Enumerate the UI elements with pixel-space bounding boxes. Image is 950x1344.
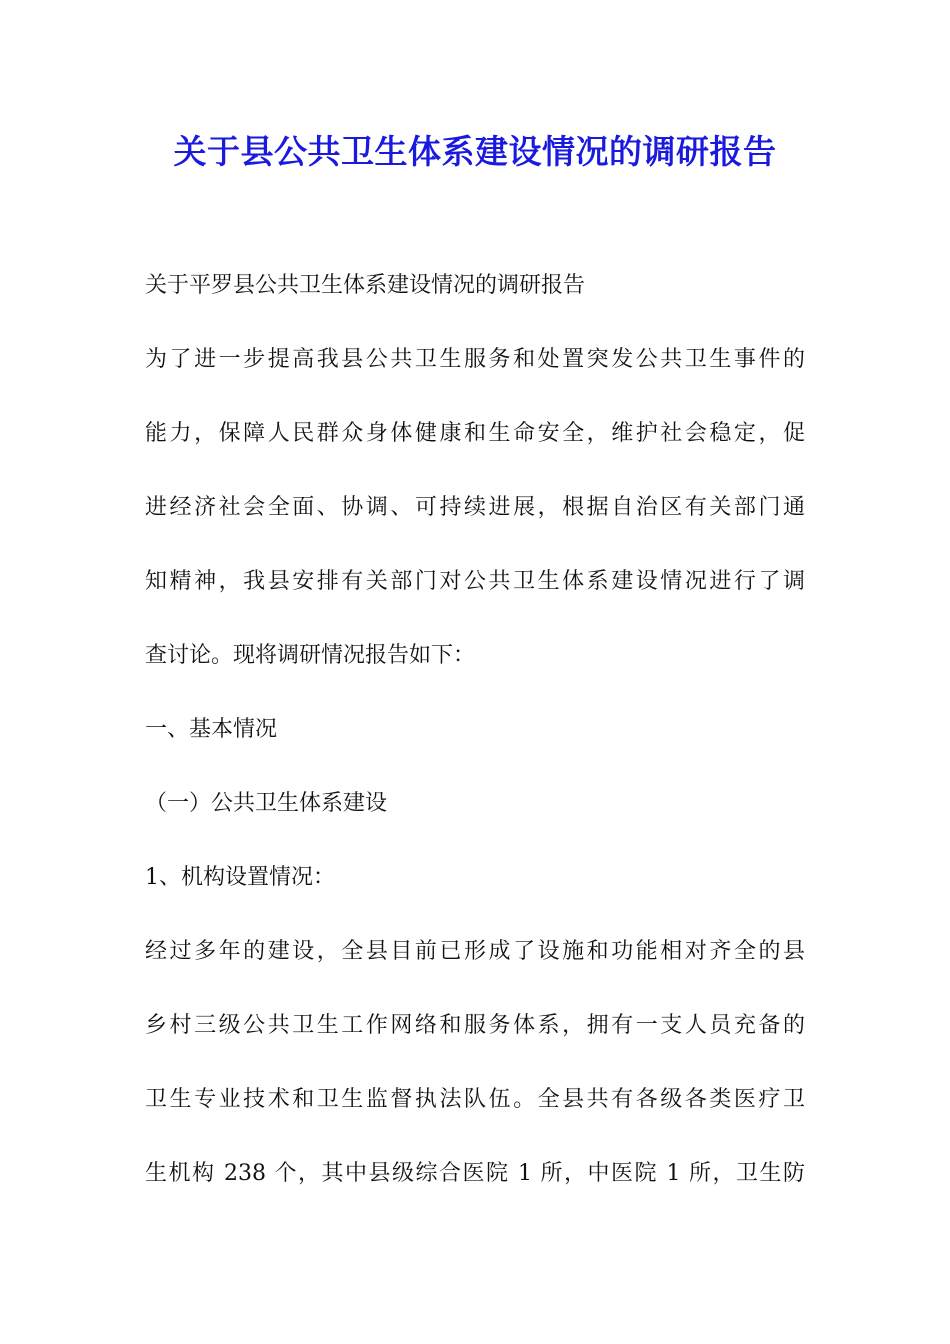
subsection-heading: （一）公共卫生体系建设 bbox=[145, 791, 388, 816]
document-body bbox=[145, 263, 805, 1225]
paragraph-line: 能力，保障人民群众身体健康和生命安全，维护社会稳定，促 bbox=[145, 421, 805, 446]
paragraph-line: 为了进一步提高我县公共卫生服务和处置突发公共卫生事件的 bbox=[145, 347, 805, 372]
paragraph-line: 经过多年的建设，全县目前已形成了设施和功能相对齐全的县 bbox=[145, 939, 805, 964]
paragraph-line: 进经济社会全面、协调、可持续进展，根据自治区有关部门通 bbox=[145, 495, 805, 520]
paragraph-line: 卫生专业技术和卫生监督执法队伍。全县共有各级各类医疗卫 bbox=[145, 1087, 805, 1112]
paragraph-line: 知精神，我县安排有关部门对公共卫生体系建设情况进行了调 bbox=[145, 569, 805, 594]
section-heading: 一、基本情况 bbox=[145, 717, 278, 742]
paragraph-line: 查讨论。现将调研情况报告如下： bbox=[145, 643, 476, 668]
paragraph-line: 乡村三级公共卫生工作网络和服务体系，拥有一支人员充备的 bbox=[145, 1013, 805, 1038]
item-heading: 1、机构设置情况： bbox=[145, 865, 335, 890]
subtitle-line: 关于平罗县公共卫生体系建设情况的调研报告 bbox=[145, 273, 586, 298]
document-title: 关于县公共卫生体系建设情况的调研报告 bbox=[173, 132, 777, 171]
paragraph-line: 生机构 238 个，其中县级综合医院 1 所，中医院 1 所，卫生防 bbox=[145, 1161, 805, 1186]
